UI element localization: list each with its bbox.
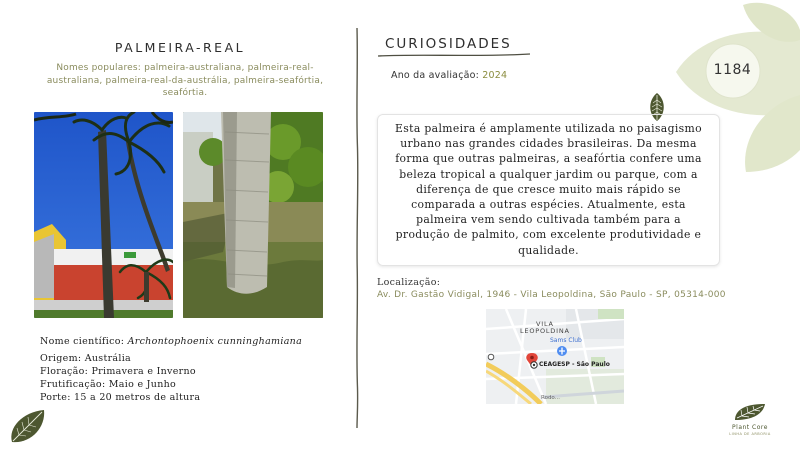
brand-logo-icon xyxy=(733,402,767,422)
map-poi-marker-label: CEAGESP - São Paulo xyxy=(539,361,610,368)
location-map[interactable] xyxy=(486,309,624,404)
curiosities-title: CURIOSIDADES xyxy=(385,36,512,52)
map-district-label-1: VILA xyxy=(536,320,554,328)
description-text: Esta palmeira é amplamente utilizada no paisagismo urbano nas grandes cidades brasileiras. Da mesma forma que outras palmeiras, a seafórtia confere uma beleza tropical a qualquer jardim ou parque, com a diferença de que cresce muito mais rápido se comparada a outras espécies. Atualmente, esta palmeira vem sendo cultivada também para a produção de palmito, com excelente produtividade e qualidade. xyxy=(395,122,702,257)
plant-info-block xyxy=(40,335,302,404)
popular-names: Nomes populares: palmeira-australiana, palmeira-real-australiana, palmeira-real-da-austrália, palmeira-seafórtia, seafórtia. xyxy=(46,63,324,98)
map-poi-sams: Sams Club xyxy=(550,337,582,344)
fruiting-row: Frutificação: Maio e Junho xyxy=(40,379,177,390)
palm-photo-trunk xyxy=(183,112,323,318)
map-district-label-2: LEOPOLDINA xyxy=(520,327,570,335)
evaluation-year xyxy=(391,70,507,81)
scientific-name-value: Archontophoenix cunninghamiana xyxy=(127,336,303,347)
scientific-name-label: Nome científico: xyxy=(40,336,128,347)
brand-logo xyxy=(724,424,776,436)
evaluation-year-value: 2024 xyxy=(482,70,508,81)
origin-row: Origem: Austrália xyxy=(40,353,132,364)
map-road-label: Rodo... xyxy=(541,395,560,401)
flowering-row: Floração: Primavera e Inverno xyxy=(40,366,196,377)
size-row: Porte: 15 a 20 metros de altura xyxy=(40,392,201,403)
title-underline xyxy=(378,51,530,59)
column-divider xyxy=(352,28,362,428)
leaf-decoration-bottom-left xyxy=(8,406,48,446)
species-title: PALMEIRA-REAL xyxy=(114,40,246,55)
description-card xyxy=(377,114,720,266)
brand-name: Plant Core xyxy=(732,424,768,431)
scientific-name-row xyxy=(40,335,302,348)
location-label: Localização: xyxy=(377,277,441,288)
location-address: Av. Dr. Gastão Vidigal, 1946 - Vila Leopoldina, São Paulo - SP, 05314-000 xyxy=(377,290,726,300)
palm-photo-sky xyxy=(34,112,173,318)
evaluation-year-label: Ano da avaliação: xyxy=(391,70,483,81)
tree-id-badge: 1184 xyxy=(713,62,752,78)
brand-tagline: LINHA DE ARBORIA xyxy=(729,432,771,436)
